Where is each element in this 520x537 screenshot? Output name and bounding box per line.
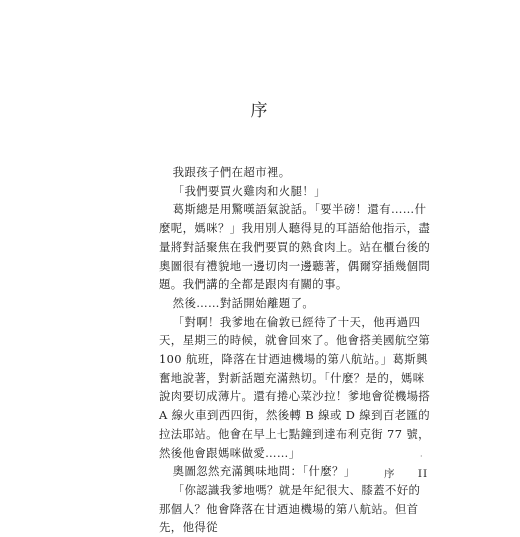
paragraph: 奧圖忽然充滿興味地問：「什麼？」 <box>172 464 356 479</box>
paragraph: 然後……對話開始離題了。 <box>172 295 315 310</box>
paragraph: 「我們要買火雞肉和火腿！」 <box>172 183 326 198</box>
paragraph: 葛斯總是用驚嘆語氣說話。「要半磅！還有……什麼呢，媽咪？」我用別人聽得見的耳語給他指示，盡量將對話聚焦在我們要買的熟食肉上。站在櫃台後的奧圖很有禮貌地一邊切肉一邊聽著，偶爾穿插幾個問題。我們講的全都是跟肉有關的事。 <box>159 202 431 292</box>
page-footer <box>384 466 428 481</box>
paragraph: 「你認識我爹地嗎？就是年紀很大、膝蓋不好的那個人？他會降落在甘迺迪機場的第八航站。但首先，他得從 <box>159 482 421 535</box>
paragraph: 「對啊！我爹地在倫敦已經待了十天，他再過四天，星期三的時候，就會回來了。他會搭美國航空第 100 航班，降落在甘迺迪機場的第八航站。」葛斯興奮地說著，對新話題充滿熱切。「什麼？是的，媽咪說肉要切成薄片。還有捲心菜沙拉！爹地會從機場搭 A 線火車到西四街，然後轉 B 線或 D 線到百老匯的拉法耶站。他會在早上七點鐘到達布利克街 77 號，然後他會跟媽咪做愛……」 <box>159 314 431 460</box>
page-number: II <box>417 468 429 480</box>
paragraph: 我跟孩子們在超市裡。 <box>172 165 291 179</box>
running-head: 序 <box>384 468 396 480</box>
footer-mark: · <box>420 452 423 461</box>
chapter-title: 序 <box>250 101 270 121</box>
